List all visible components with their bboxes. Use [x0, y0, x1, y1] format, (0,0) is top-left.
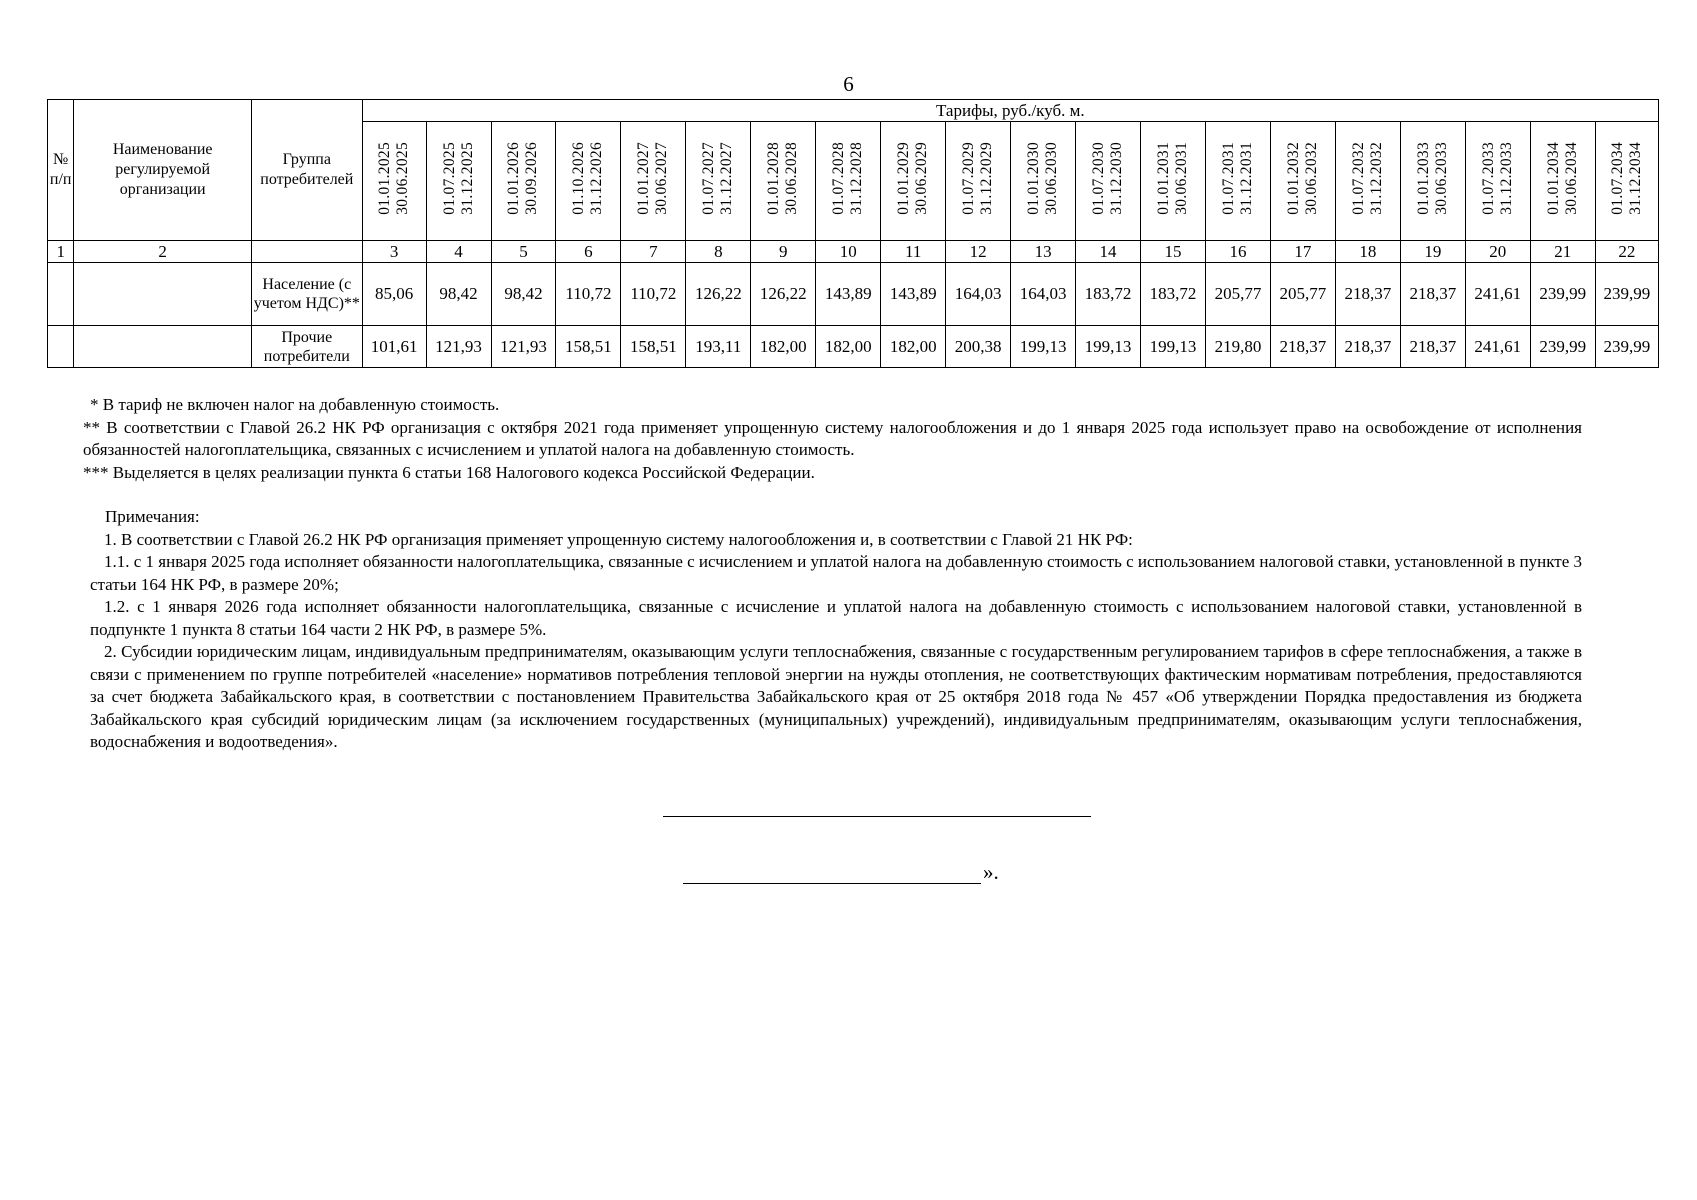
- tariff-value-cell: 205,77: [1270, 263, 1335, 326]
- period-label: 01.01.2026 30.09.2026: [505, 142, 541, 215]
- tariff-value-cell: 158,51: [556, 326, 621, 368]
- column-number: 9: [751, 241, 816, 263]
- tariff-value-cell: 101,61: [362, 326, 426, 368]
- period-label: 01.07.2025 31.12.2025: [440, 142, 476, 215]
- tariff-value-cell: 239,99: [1530, 326, 1595, 368]
- table-row: [48, 326, 1659, 368]
- period-label: 01.07.2031 31.12.2031: [1219, 142, 1255, 215]
- tariff-value-cell: 200,38: [946, 326, 1011, 368]
- notes-block: [83, 394, 1582, 754]
- tariff-value-cell: 85,06: [362, 263, 426, 326]
- tariff-value-cell: 218,37: [1335, 263, 1400, 326]
- period-label: 01.01.2032 30.06.2032: [1284, 142, 1320, 215]
- period-label: 01.07.2030 31.12.2030: [1090, 142, 1126, 215]
- column-number-row: [48, 241, 1659, 263]
- column-number: 10: [816, 241, 881, 263]
- period-label: 01.07.2028 31.12.2028: [830, 142, 866, 215]
- footnote-2: ** В соответствии с Главой 26.2 НК РФ организация с октября 2021 года применяет упрощенную систему налогообложения и до 1 января 2025 года использует право на освобождение от исполнения обязанностей налогоплательщика, связанных с исчислением и уплатой налога на добавленную стоимость.: [83, 417, 1582, 459]
- tariff-value-cell: 218,37: [1270, 326, 1335, 368]
- row-number-cell: [48, 263, 74, 326]
- column-number: 3: [362, 241, 426, 263]
- period-label: 01.01.2028 30.06.2028: [765, 142, 801, 215]
- organization-cell: [74, 263, 252, 326]
- tariff-value-cell: 121,93: [426, 326, 491, 368]
- period-label: 01.07.2027 31.12.2027: [700, 142, 736, 215]
- column-number: 7: [621, 241, 686, 263]
- note-1-2: 1.2. с 1 января 2026 года исполняет обязанности налогоплательщика, связанные с исчисление и уплатой налога на добавленную стоимость с использованием налоговой ставки, установленной в подпункте 1 пункта 8 статьи 164 части 2 НК РФ, в размере 5%.: [90, 597, 1582, 639]
- tariff-value-cell: 98,42: [426, 263, 491, 326]
- period-header: [816, 122, 881, 241]
- column-number: 6: [556, 241, 621, 263]
- tariff-value-cell: 241,61: [1465, 326, 1530, 368]
- tariff-value-cell: 218,37: [1400, 326, 1465, 368]
- header-consumer-group: Группа потребителей: [251, 100, 362, 241]
- period-label: 01.01.2031 30.06.2031: [1155, 142, 1190, 215]
- period-header: [1400, 122, 1465, 241]
- tariff-value-cell: 98,42: [491, 263, 556, 326]
- closing-mark: ».: [983, 860, 999, 884]
- row-number-cell: [48, 326, 74, 368]
- period-header: [881, 122, 946, 241]
- period-label: 01.01.2029 30.06.2029: [895, 142, 931, 215]
- organization-cell: [74, 326, 252, 368]
- column-number: 21: [1530, 241, 1595, 263]
- tariff-value-cell: 205,77: [1205, 263, 1270, 326]
- period-header: [1335, 122, 1400, 241]
- period-label: 01.07.2033 31.12.2033: [1479, 142, 1515, 215]
- tariff-value-cell: 239,99: [1595, 326, 1658, 368]
- period-header: [1270, 122, 1335, 241]
- column-number: 8: [686, 241, 751, 263]
- column-number: [251, 241, 362, 263]
- period-label: 01.01.2033 30.06.2033: [1414, 142, 1450, 215]
- header-tariffs: Тарифы, руб./куб. м.: [362, 100, 1658, 122]
- column-number: 13: [1011, 241, 1076, 263]
- tariff-value-cell: 199,13: [1141, 326, 1206, 368]
- note-2: 2. Субсидии юридическим лицам, индивидуальным предпринимателям, оказывающим услуги теплоснабжения, связанные с государственным регулированием тарифов в сфере теплоснабжения, а также в связи с применением по группе потребителей «население» нормативов потребления тепловой энергии на нужды отопления, не соответствующих фактическим нормативам потребления, предоставляются за счет бюджета Забайкальского края, в соответствии с постановлением Правительства Забайкальского края от 25 октября 2018 года № 457 «Об утверждении Порядка предоставления из бюджета Забайкальского края субсидий юридическим лицам (за исключением государственных (муниципальных) учреждений), индивидуальным предпринимателям, оказывающим услуги теплоснабжения, водоснабжения и водоотведения».: [90, 642, 1582, 751]
- tariff-value-cell: 143,89: [881, 263, 946, 326]
- tariff-value-cell: 110,72: [621, 263, 686, 326]
- column-number: 15: [1141, 241, 1206, 263]
- tariff-value-cell: 239,99: [1530, 263, 1595, 326]
- column-number: 12: [946, 241, 1011, 263]
- period-header: [686, 122, 751, 241]
- page-number: 6: [843, 72, 854, 96]
- tariff-value-cell: 182,00: [751, 326, 816, 368]
- note-1-1: 1.1. с 1 января 2025 года исполняет обязанности налогоплательщика, связанные с исчислением и уплатой налога на добавленную стоимость с использованием налоговой ставки, установленной в пункте 3 статьи 164 НК РФ, в размере 20%;: [90, 552, 1582, 594]
- period-header: [1205, 122, 1270, 241]
- tariff-value-cell: 219,80: [1205, 326, 1270, 368]
- tariff-value-cell: 182,00: [881, 326, 946, 368]
- period-label: 01.07.2034 31.12.2034: [1608, 142, 1644, 215]
- table-row: [48, 263, 1659, 326]
- period-label: 01.01.2027 30.06.2027: [635, 142, 671, 215]
- column-number: 4: [426, 241, 491, 263]
- consumer-group-cell: Население (с учетом НДС)**: [251, 263, 362, 326]
- tariff-value-cell: 126,22: [751, 263, 816, 326]
- period-header: [491, 122, 556, 241]
- footnote-1: * В тариф не включен налог на добавленную стоимость.: [90, 395, 500, 414]
- tariff-value-cell: 143,89: [816, 263, 881, 326]
- period-header: [426, 122, 491, 241]
- period-label: 01.07.2029 31.12.2029: [960, 142, 996, 215]
- period-header: [1530, 122, 1595, 241]
- tariff-value-cell: 126,22: [686, 263, 751, 326]
- period-header: [362, 122, 426, 241]
- tariff-value-cell: 164,03: [946, 263, 1011, 326]
- tariff-value-cell: 182,00: [816, 326, 881, 368]
- column-number: 19: [1400, 241, 1465, 263]
- column-number: 22: [1595, 241, 1658, 263]
- tariff-value-cell: 121,93: [491, 326, 556, 368]
- tariff-value-cell: 193,11: [686, 326, 751, 368]
- period-header: [1595, 122, 1658, 241]
- period-label: 01.01.2025 30.06.2025: [376, 142, 412, 215]
- tariff-value-cell: 183,72: [1141, 263, 1206, 326]
- period-header: [621, 122, 686, 241]
- period-header: [946, 122, 1011, 241]
- closing-line: [683, 883, 981, 884]
- header-organization: Наименование регулируемой организации: [74, 100, 252, 241]
- period-header: [556, 122, 621, 241]
- column-number: 20: [1465, 241, 1530, 263]
- period-label: 01.07.2032 31.12.2032: [1349, 142, 1385, 215]
- period-label: 01.01.2034 30.06.2034: [1544, 142, 1580, 215]
- notes-title: Примечания:: [105, 507, 200, 526]
- header-row-number: № п/п: [48, 100, 74, 241]
- column-number: 11: [881, 241, 946, 263]
- column-number: 1: [48, 241, 74, 263]
- period-header: [751, 122, 816, 241]
- tariff-value-cell: 158,51: [621, 326, 686, 368]
- period-label: 01.10.2026 31.12.2026: [570, 142, 606, 215]
- tariff-value-cell: 110,72: [556, 263, 621, 326]
- period-header: [1011, 122, 1076, 241]
- column-number: 5: [491, 241, 556, 263]
- tariff-value-cell: 183,72: [1076, 263, 1141, 326]
- tariff-value-cell: 218,37: [1335, 326, 1400, 368]
- period-header: [1465, 122, 1530, 241]
- column-number: 18: [1335, 241, 1400, 263]
- period-header: [1141, 122, 1206, 241]
- tariff-value-cell: 199,13: [1011, 326, 1076, 368]
- tariff-value-cell: 239,99: [1595, 263, 1658, 326]
- footnote-3: *** Выделяется в целях реализации пункта 6 статьи 168 Налогового кодекса Российской Федерации.: [83, 462, 815, 482]
- period-label: 01.01.2030 30.06.2030: [1025, 142, 1061, 215]
- separator-line: [663, 816, 1091, 817]
- tariff-value-cell: 218,37: [1400, 263, 1465, 326]
- period-header: [1076, 122, 1141, 241]
- note-1: 1. В соответствии с Главой 26.2 НК РФ организация применяет упрощенную систему налогообложения и, в соответствии с Главой 21 НК РФ:: [104, 529, 1133, 549]
- column-number: 16: [1205, 241, 1270, 263]
- tariff-value-cell: 199,13: [1076, 326, 1141, 368]
- column-number: 14: [1076, 241, 1141, 263]
- tariff-value-cell: 241,61: [1465, 263, 1530, 326]
- tariff-value-cell: 164,03: [1011, 263, 1076, 326]
- column-number: 17: [1270, 241, 1335, 263]
- consumer-group-cell: Прочие потребители: [251, 326, 362, 368]
- tariff-table: [47, 99, 1659, 368]
- column-number: 2: [74, 241, 252, 263]
